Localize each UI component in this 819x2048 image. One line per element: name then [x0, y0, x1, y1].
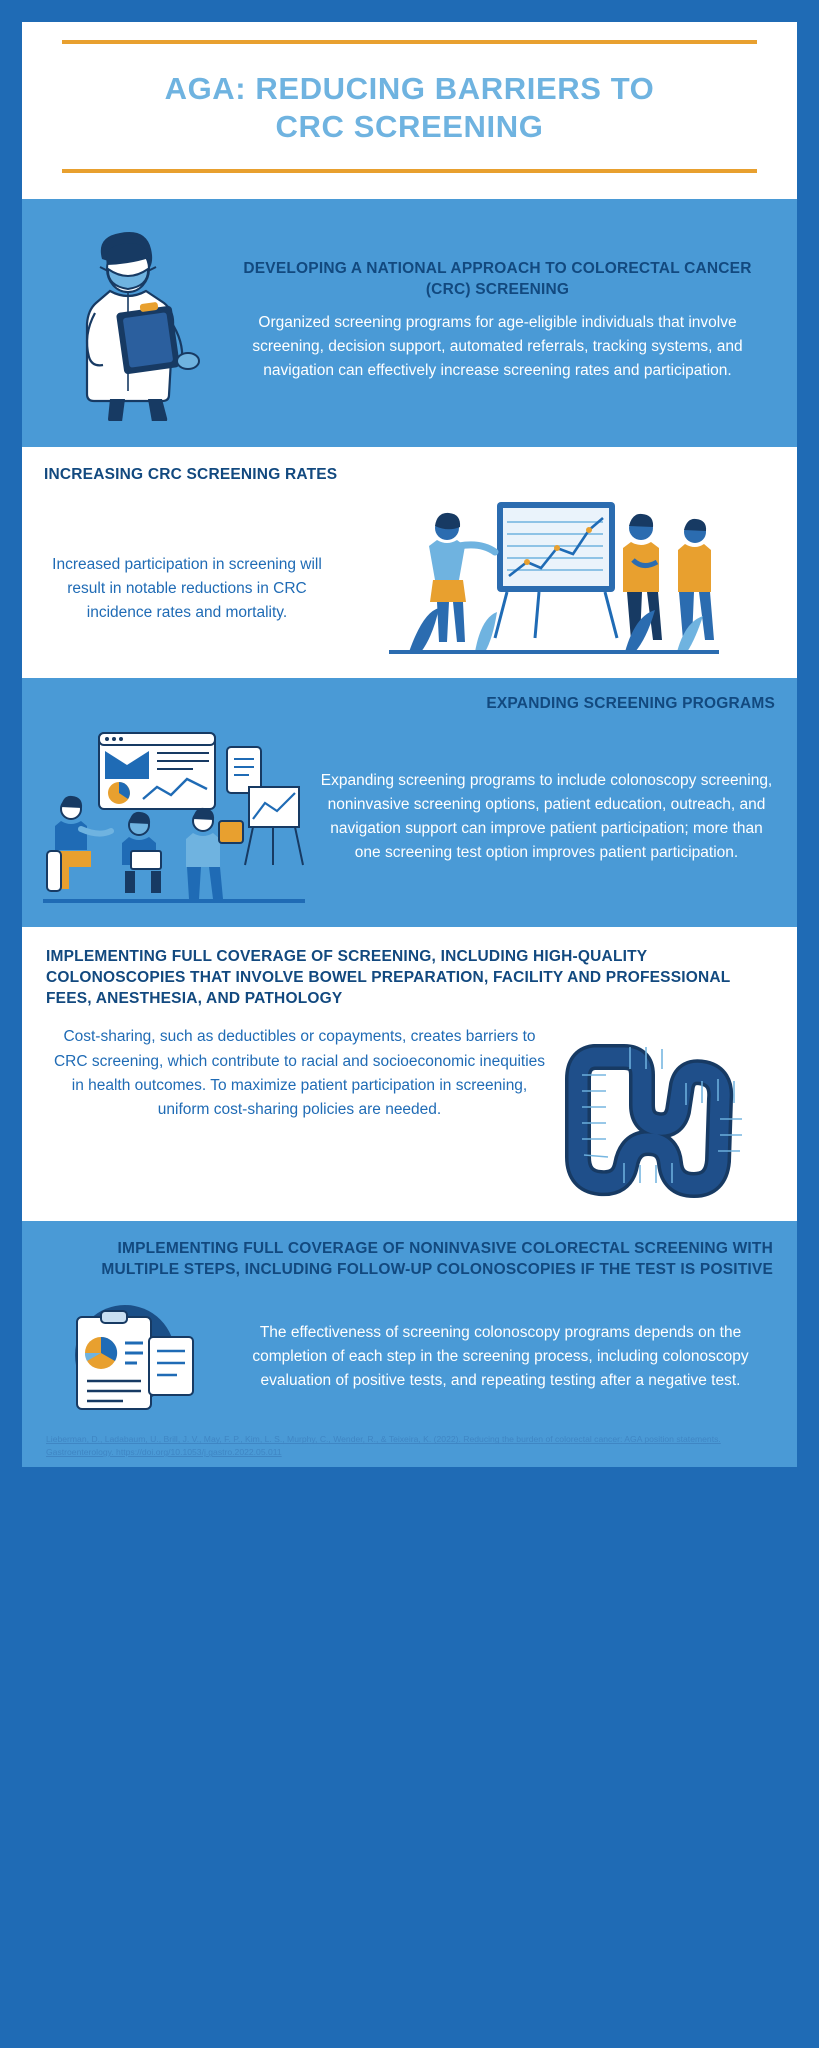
page-title-line-1: AGA: REDUCING BARRIERS TO	[164, 71, 655, 106]
section-body: Increased participation in screening will result in notable reductions in CRC incidence rates and mortality.	[52, 555, 322, 621]
section-full-coverage-noninvasive	[22, 1221, 797, 1429]
section-title: IMPLEMENTING FULL COVERAGE OF NONINVASIVE COLORECTAL SCREENING WITH MULTIPLE STEPS, INCLUDING FOLLOW-UP COLONOSCOPIES IF THE TEST IS POSITIVE	[101, 1240, 773, 1279]
section-body: The effectiveness of screening colonoscopy programs depends on the completion of each step in the screening process, including colonoscopy evaluation of positive tests, and repeating testing after a negative test.	[252, 1324, 749, 1390]
team-reviewing-dashboards-illustration	[40, 725, 308, 909]
large-intestine-colon-illustration	[557, 1019, 773, 1203]
section-national-approach	[22, 199, 797, 447]
section-title: EXPANDING SCREENING PROGRAMS	[486, 694, 775, 712]
citation[interactable]: Lieberman, D., Ladabaum, U., Brill, J. V., May, F. P., Kim, L. S., Murphy, C., Wender, R., & Teixeira, K. (2022). Reducing the burden of colorectal cancer: AGA position statements. Gastroenterology. https://doi.org/10.1053/j.gastro.2022.05.011	[22, 1429, 797, 1467]
page-title	[62, 44, 757, 169]
section-body: Expanding screening programs to include colonoscopy screening, noninvasive screening options, patient education, outreach, and navigation support can improve patient participation; more than one screening test option improves patient participation.	[320, 771, 773, 861]
doctor-with-clipboard-illustration	[44, 221, 222, 421]
page-title-line-2: CRC SCREENING	[275, 109, 544, 145]
clipboard-with-pie-chart-illustration	[46, 1291, 224, 1423]
section-title: DEVELOPING A NATIONAL APPROACH TO COLORECTAL CANCER (CRC) SCREENING	[243, 259, 752, 298]
section-expanding-programs	[22, 678, 797, 927]
section-title: IMPLEMENTING FULL COVERAGE OF SCREENING, INCLUDING HIGH-QUALITY COLONOSCOPIES THAT INVOLVE BOWEL PREPARATION, FACILITY AND PROFESSIONAL FEES, ANESTHESIA, AND PATHOLOGY	[46, 947, 731, 1007]
section-increasing-rates	[22, 447, 797, 678]
section-body: Organized screening programs for age-eligible individuals that involve screening, decision support, automated referrals, tracking systems, and navigation can effectively increase screening rates and participation.	[252, 313, 743, 379]
section-body: Cost-sharing, such as deductibles or copayments, creates barriers to CRC screening, which contribute to racial and socioeconomic inequities in health outcomes. To maximize patient participation in screening, uniform cost-sharing policies are needed.	[53, 1028, 546, 1118]
people-with-line-chart-easel-illustration	[330, 496, 777, 664]
header	[22, 22, 797, 199]
section-title: INCREASING CRC SCREENING RATES	[44, 465, 338, 483]
section-full-coverage-colonoscopy	[22, 927, 797, 1222]
header-bottom-rule	[62, 169, 757, 173]
